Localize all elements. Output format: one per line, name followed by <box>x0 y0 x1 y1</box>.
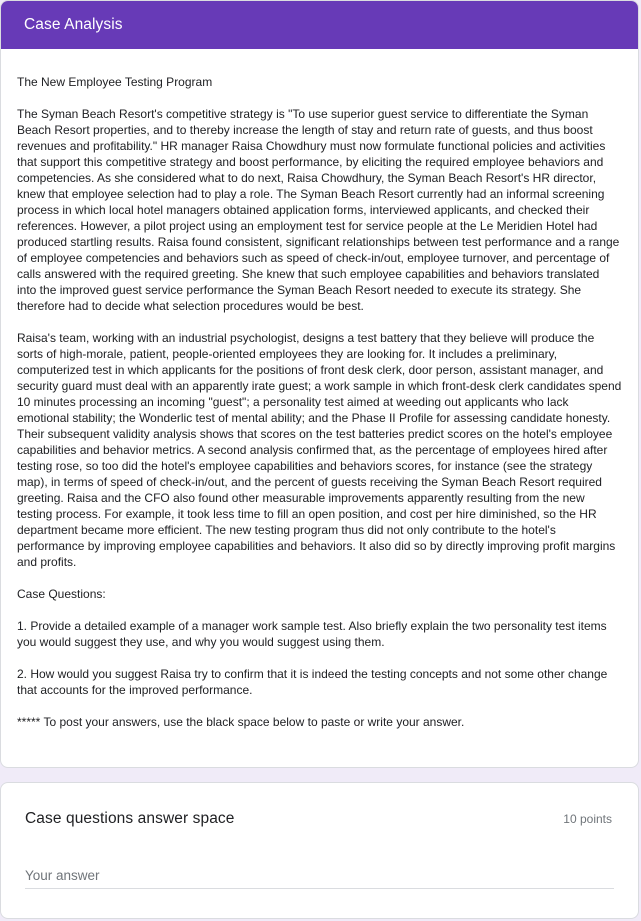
question-card <box>0 782 639 919</box>
section-title: Case Analysis <box>24 16 123 33</box>
question-points: 10 points <box>563 812 612 826</box>
case-question-1: 1. Provide a detailed example of a manager work sample test. Also briefly explain the two personality test items you would suggest they use, and why you would suggest using them. <box>17 619 607 649</box>
case-question-2: 2. How would you suggest Raisa try to confirm that it is indeed the testing concepts and not some other change that accounts for the improved performance. <box>17 667 608 697</box>
section-description <box>1 49 638 730</box>
answer-input[interactable] <box>25 863 614 889</box>
case-instruction: ***** To post your answers, use the black space below to paste or write your answer. <box>17 715 465 729</box>
case-paragraph-1: The Syman Beach Resort's competitive strategy is "To use superior guest service to differentiate the Syman Beach Resort properties, and to thereby increase the length of stay and return rate of guests, and thus boost revenues and profitability." HR manager Raisa Chowdhury must now formulate functional policies and activities that support this competitive strategy and boost performance, by eliciting the required employee behaviors and competencies. As she considered what to do next, Raisa Chowdhury, the Syman Beach Resort's HR director, knew that employee selection had to play a role. The Syman Beach Resort currently had an informal screening process in which local hotel managers obtained application forms, interviewed applicants, and checked their references. However, a pilot project using an employment test for service people at the Le Meridien Hotel had produced startling results. Raisa found consistent, significant relationships between test performance and a range of employee competencies and behaviors such as speed of check-in/out, employee turnover, and percentage of calls answered with the required greeting. She knew that such employee capabilities and behaviors translated into the improved guest service performance the Syman Beach Resort needed to execute its strategy. She therefore had to decide what selection procedures would be best. <box>17 107 620 313</box>
case-questions-heading: Case Questions: <box>17 587 106 601</box>
question-title: Case questions answer space <box>25 810 235 827</box>
section-header <box>1 1 638 49</box>
case-paragraph-2: Raisa's team, working with an industrial psychologist, designs a test battery that they believe will produce the sorts of high-morale, patient, people-oriented employees they are looking for. It includes a preliminary, computerized test in which applicants for the positions of front desk clerk, door person, assistant manager, and security guard must deal with an apparently irate guest; a work sample in which front-desk clerk candidates spend 10 minutes processing an incoming "guest"; a personality test aimed at weeding out applicants who lack emotional stability; the Wonderlic test of mental ability; and the Phase II Profile for assessing candidate honesty. Their subsequent validity analysis shows that scores on the test batteries predict scores on the hotel's employee capabilities and behavior metrics. A second analysis confirmed that, as the percentage of employees hired after testing rose, so too did the hotel's employee capabilities and behaviors scores, for instance (see the strategy map), in terms of speed of check-in/out, and the percent of guests receiving the Syman Beach Resort required greeting. Raisa and the CFO also found other measurable improvements apparently resulting from the new testing process. For example, it took less time to fill an open position, and cost per hire diminished, so the HR department became more efficient. The new testing program thus did not only contribute to the hotel's performance by improving employee capabilities and behaviors. It also did so by directly improving profit margins and profits. <box>17 331 622 569</box>
question-header <box>25 810 612 828</box>
case-title: The New Employee Testing Program <box>17 75 213 89</box>
